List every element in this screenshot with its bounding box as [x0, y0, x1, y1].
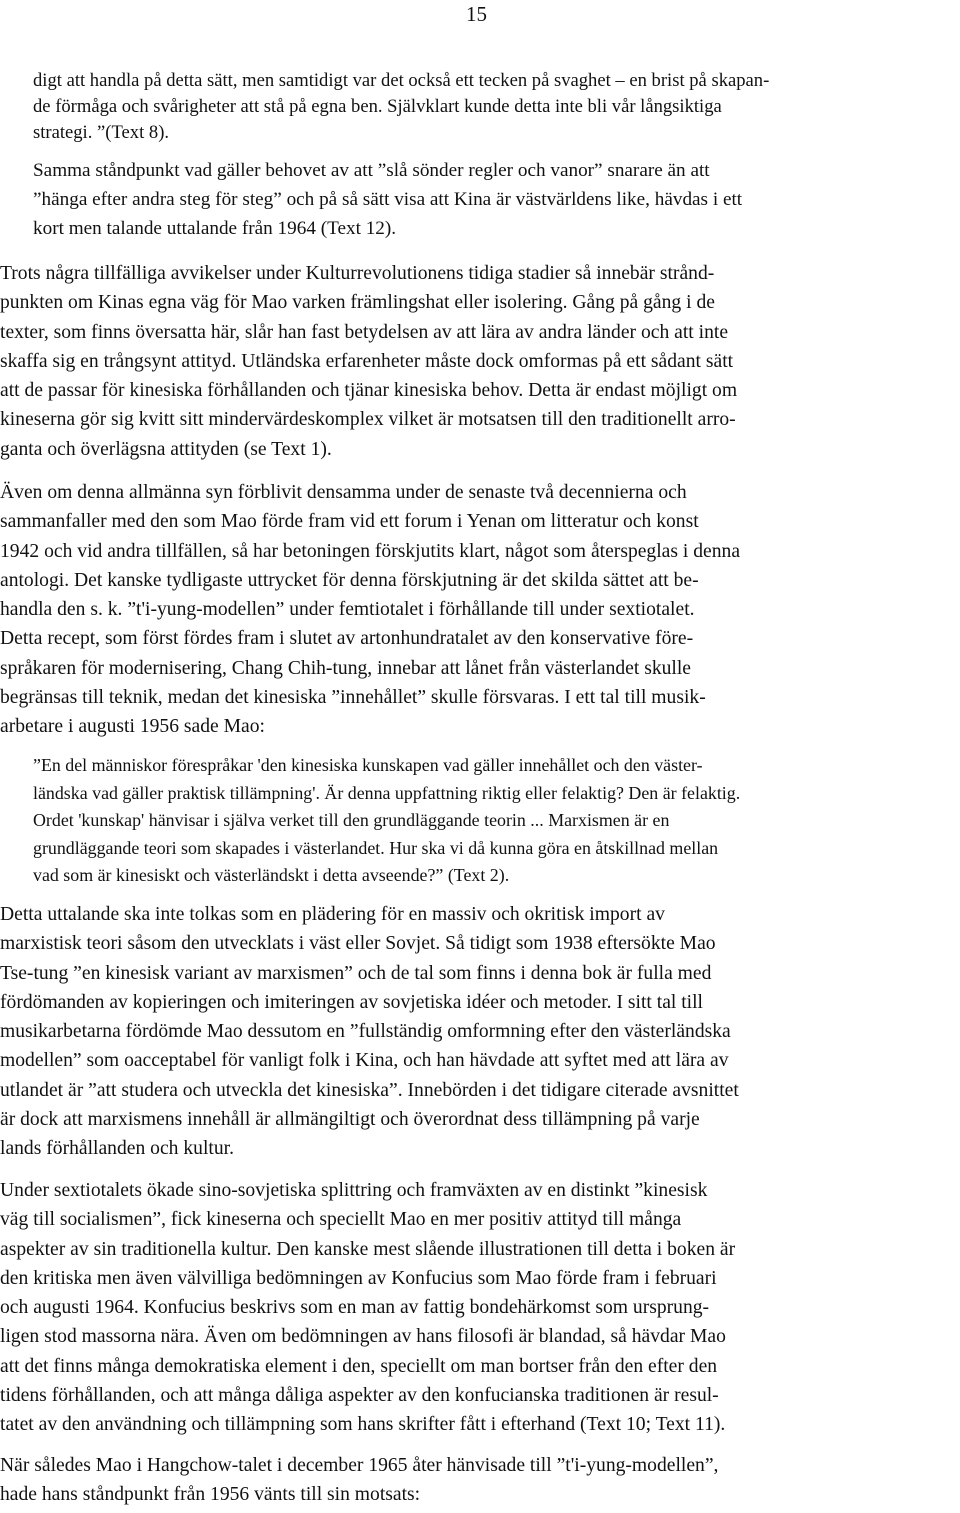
text-line: marxistisk teori såsom den utvecklats i väst eller Sovjet. Så tidigt som 1938 eftersökte Mao [0, 933, 716, 955]
block-quote [33, 752, 740, 890]
text-line: ”En del människor förespråkar 'den kinesiska kunskapen vad gäller innehållet och den väster- [33, 755, 703, 775]
text-line: ganta och överlägsna attityden (se Text 1). [0, 438, 332, 460]
paragraph [33, 156, 742, 243]
text-line: aspekter av sin traditionella kultur. Den kanske mest slående illustrationen till detta i boken är [0, 1238, 736, 1260]
text-line: Detta recept, som först fördes fram i slutet av artonhundratalet av den konservative före- [0, 628, 694, 650]
text-line: ligen stod massorna nära. Även om bedömningen av hans filosofi är blandad, så hävdar Mao [0, 1326, 726, 1348]
paragraph-continuation [33, 68, 769, 146]
text-line: begränsas till teknik, medan det kinesiska ”innehållet” skulle försvaras. I ett tal till musik- [0, 687, 706, 709]
text-line: ”hänga efter andra steg för steg” och på så sätt visa att Kina är västvärldens like, hävdas i ett [33, 189, 743, 210]
text-line: kineserna gör sig kvitt sitt mindervärdeskomplex vilket är motsatsen till den traditionellt arro- [0, 409, 736, 431]
text-line: vad som är kinesiskt och västerländskt i detta avseende?” (Text 2). [33, 865, 510, 886]
text-line: strategi. ”(Text 8). [33, 122, 170, 143]
text-line: fördömanden av kopieringen och imiteringen av sovjetiska idéer och metoder. I sitt tal till [0, 991, 704, 1013]
text-line: att de passar för kinesiska förhållanden och tjänar kinesiska behov. Detta är endast möjligt om [0, 380, 738, 402]
text-line: kort men talande uttalande från 1964 (Text 12). [33, 218, 397, 239]
text-line: punkten om Kinas egna väg för Mao varken främlingshat eller isolering. Gång på gång i de [0, 292, 715, 314]
text-line: att det finns många demokratiska element i den, speciellt om man bortser från den efter den [0, 1355, 718, 1377]
text-line: sammanfaller med den som Mao förde fram vid ett forum i Yenan om litteratur och konst [0, 511, 699, 533]
text-line: hade hans ståndpunkt från 1956 vänts till sin motsats: [0, 1484, 421, 1506]
text-line: de förmåga och svårigheter att stå på egna ben. Självklart kunde detta inte bli vår långsiktiga [33, 96, 722, 117]
text-line: tidens förhållanden, och att många dåliga aspekter av den konfucianska traditionen är resul- [0, 1385, 719, 1407]
text-line: Tse-tung ”en kinesisk variant av marxismen” och de tal som finns i denna bok är fulla med [0, 962, 712, 984]
text-line: lands förhållanden och kultur. [0, 1138, 234, 1160]
text-line: antologi. Det kanske tydligaste uttrycket för denna förskjutning är det skilda sättet att be- [0, 569, 699, 591]
text-line: utlandet är ”att studera och utveckla det kinesiska”. Innebörden i det tidigare citerade avsnittet [0, 1079, 739, 1101]
text-line: språkaren för modernisering, Chang Chih-tung, innebar att lånet från västerlandet skulle [0, 657, 692, 679]
text-line: den kritiska men även välvilliga bedömningen av Konfucius som Mao förde fram i februari [0, 1267, 717, 1289]
text-line: digt att handla på detta sätt, men samtidigt var det också ett tecken på svaghet – en brist på skapan- [33, 70, 770, 91]
text-line: Även om denna allmänna syn förblivit densamma under de senaste två decennierna och [0, 482, 687, 503]
text-line: Ordet 'kunskap' hänvisar i själva verket till den grundläggande teorin ... Marxismen är en [33, 810, 670, 831]
text-line: grundläggande teori som skapades i västerlandet. Hur ska vi då kunna göra en åtskillnad mellan [33, 837, 719, 858]
text-line: texter, som finns översatta här, slår han fast betydelsen av att lära av andra länder och att inte [0, 321, 729, 343]
text-line: musikarbetarna fördömde Mao dessutom en ”fullständig omformning efter den västerländska [0, 1021, 731, 1043]
paragraph [0, 478, 740, 742]
text-line: 1942 och vid andra tillfällen, så har betoningen förskjutits klart, något som återspeglas i denna [0, 540, 741, 562]
text-line: arbetare i augusti 1956 sade Mao: [0, 716, 265, 738]
text-line: ländska vad gäller praktisk tillämpning'. Är denna uppfattning riktig eller felaktig? Den är felaktig. [33, 782, 741, 803]
paragraph [0, 259, 737, 464]
text-line: Trots några tillfälliga avvikelser under Kulturrevolutionens tidiga stadier så innebär strånd- [0, 263, 715, 284]
text-line: skaffa sig en trångsynt attityd. Utländska erfarenheter måste dock omformas på ett sådant sätt [0, 350, 734, 372]
text-line: Samma ståndpunkt vad gäller behovet av att ”slå sönder regler och vanor” snarare än att [33, 160, 710, 181]
paragraph [0, 900, 739, 1164]
text-line: Detta uttalande ska inte tolkas som en plädering för en massiv och okritisk import av [0, 904, 665, 925]
paragraph [0, 1176, 735, 1440]
text-line: är dock att marxismens innehåll är allmängiltigt och överordnat dess tillämpning på varje [0, 1109, 700, 1131]
paragraph [0, 1451, 718, 1510]
text-line: tatet av den användning och tillämpning som hans skrifter fått i efterhand (Text 10; Text 11). [0, 1414, 726, 1436]
text-line: modellen” som oacceptabel för vanligt folk i Kina, och han hävdade att syftet med att lära av [0, 1050, 729, 1072]
text-line: väg till socialismen”, fick kineserna och speciellt Mao en mer positiv attityd till många [0, 1209, 682, 1231]
page-number: 15 [466, 2, 487, 26]
text-line: Under sextiotalets ökade sino-sovjetiska splittring och framväxten av en distinkt ”kinesisk [0, 1180, 708, 1201]
text-line: När således Mao i Hangchow-talet i december 1965 åter hänvisade till ”t'i-yung-modellen”, [0, 1455, 719, 1476]
text-line: och augusti 1964. Konfucius beskrivs som en man av fattig bondehärkomst som ursprung- [0, 1297, 710, 1319]
text-line: handla den s. k. ”t'i-yung-modellen” under femtiotalet i förhållande till under sextiotalet. [0, 599, 695, 621]
